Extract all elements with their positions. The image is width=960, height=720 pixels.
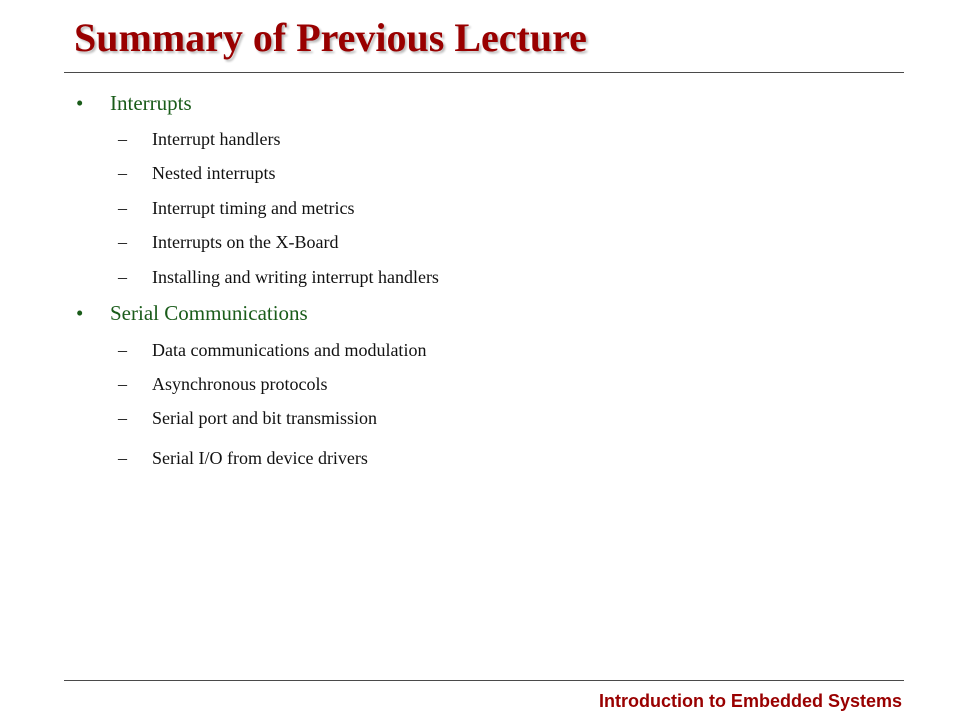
dash-marker: – <box>118 198 127 218</box>
dash-marker: – <box>118 267 127 287</box>
sub-item-text: Data communications and modulation <box>152 340 427 360</box>
dash-marker: – <box>118 408 127 428</box>
footer-divider <box>64 680 904 681</box>
dash-marker: – <box>118 163 127 183</box>
dash-marker: – <box>118 448 127 468</box>
slide-title: Summary of Previous Lecture <box>74 15 587 60</box>
dash-marker: – <box>118 129 127 149</box>
bullet-heading: Serial Communications <box>110 301 308 325</box>
title-divider <box>64 72 904 73</box>
sub-item-text: Nested interrupts <box>152 163 276 183</box>
bullet-dot: • <box>76 301 84 325</box>
sub-item-text: Serial I/O from device drivers <box>152 448 368 468</box>
bullet-dot: • <box>76 91 84 115</box>
sub-item-text: Interrupt timing and metrics <box>152 198 355 218</box>
dash-marker: – <box>118 374 127 394</box>
sub-item-text: Installing and writing interrupt handlers <box>152 267 439 287</box>
sub-item-text: Asynchronous protocols <box>152 374 328 394</box>
bullet-heading: Interrupts <box>110 91 192 115</box>
sub-item-text: Interrupts on the X-Board <box>152 232 339 252</box>
course-footer: Introduction to Embedded Systems <box>598 691 902 711</box>
sub-item-text: Interrupt handlers <box>152 129 281 149</box>
dash-marker: – <box>118 340 127 360</box>
sub-item-text: Serial port and bit transmission <box>152 408 377 428</box>
dash-marker: – <box>118 232 127 252</box>
